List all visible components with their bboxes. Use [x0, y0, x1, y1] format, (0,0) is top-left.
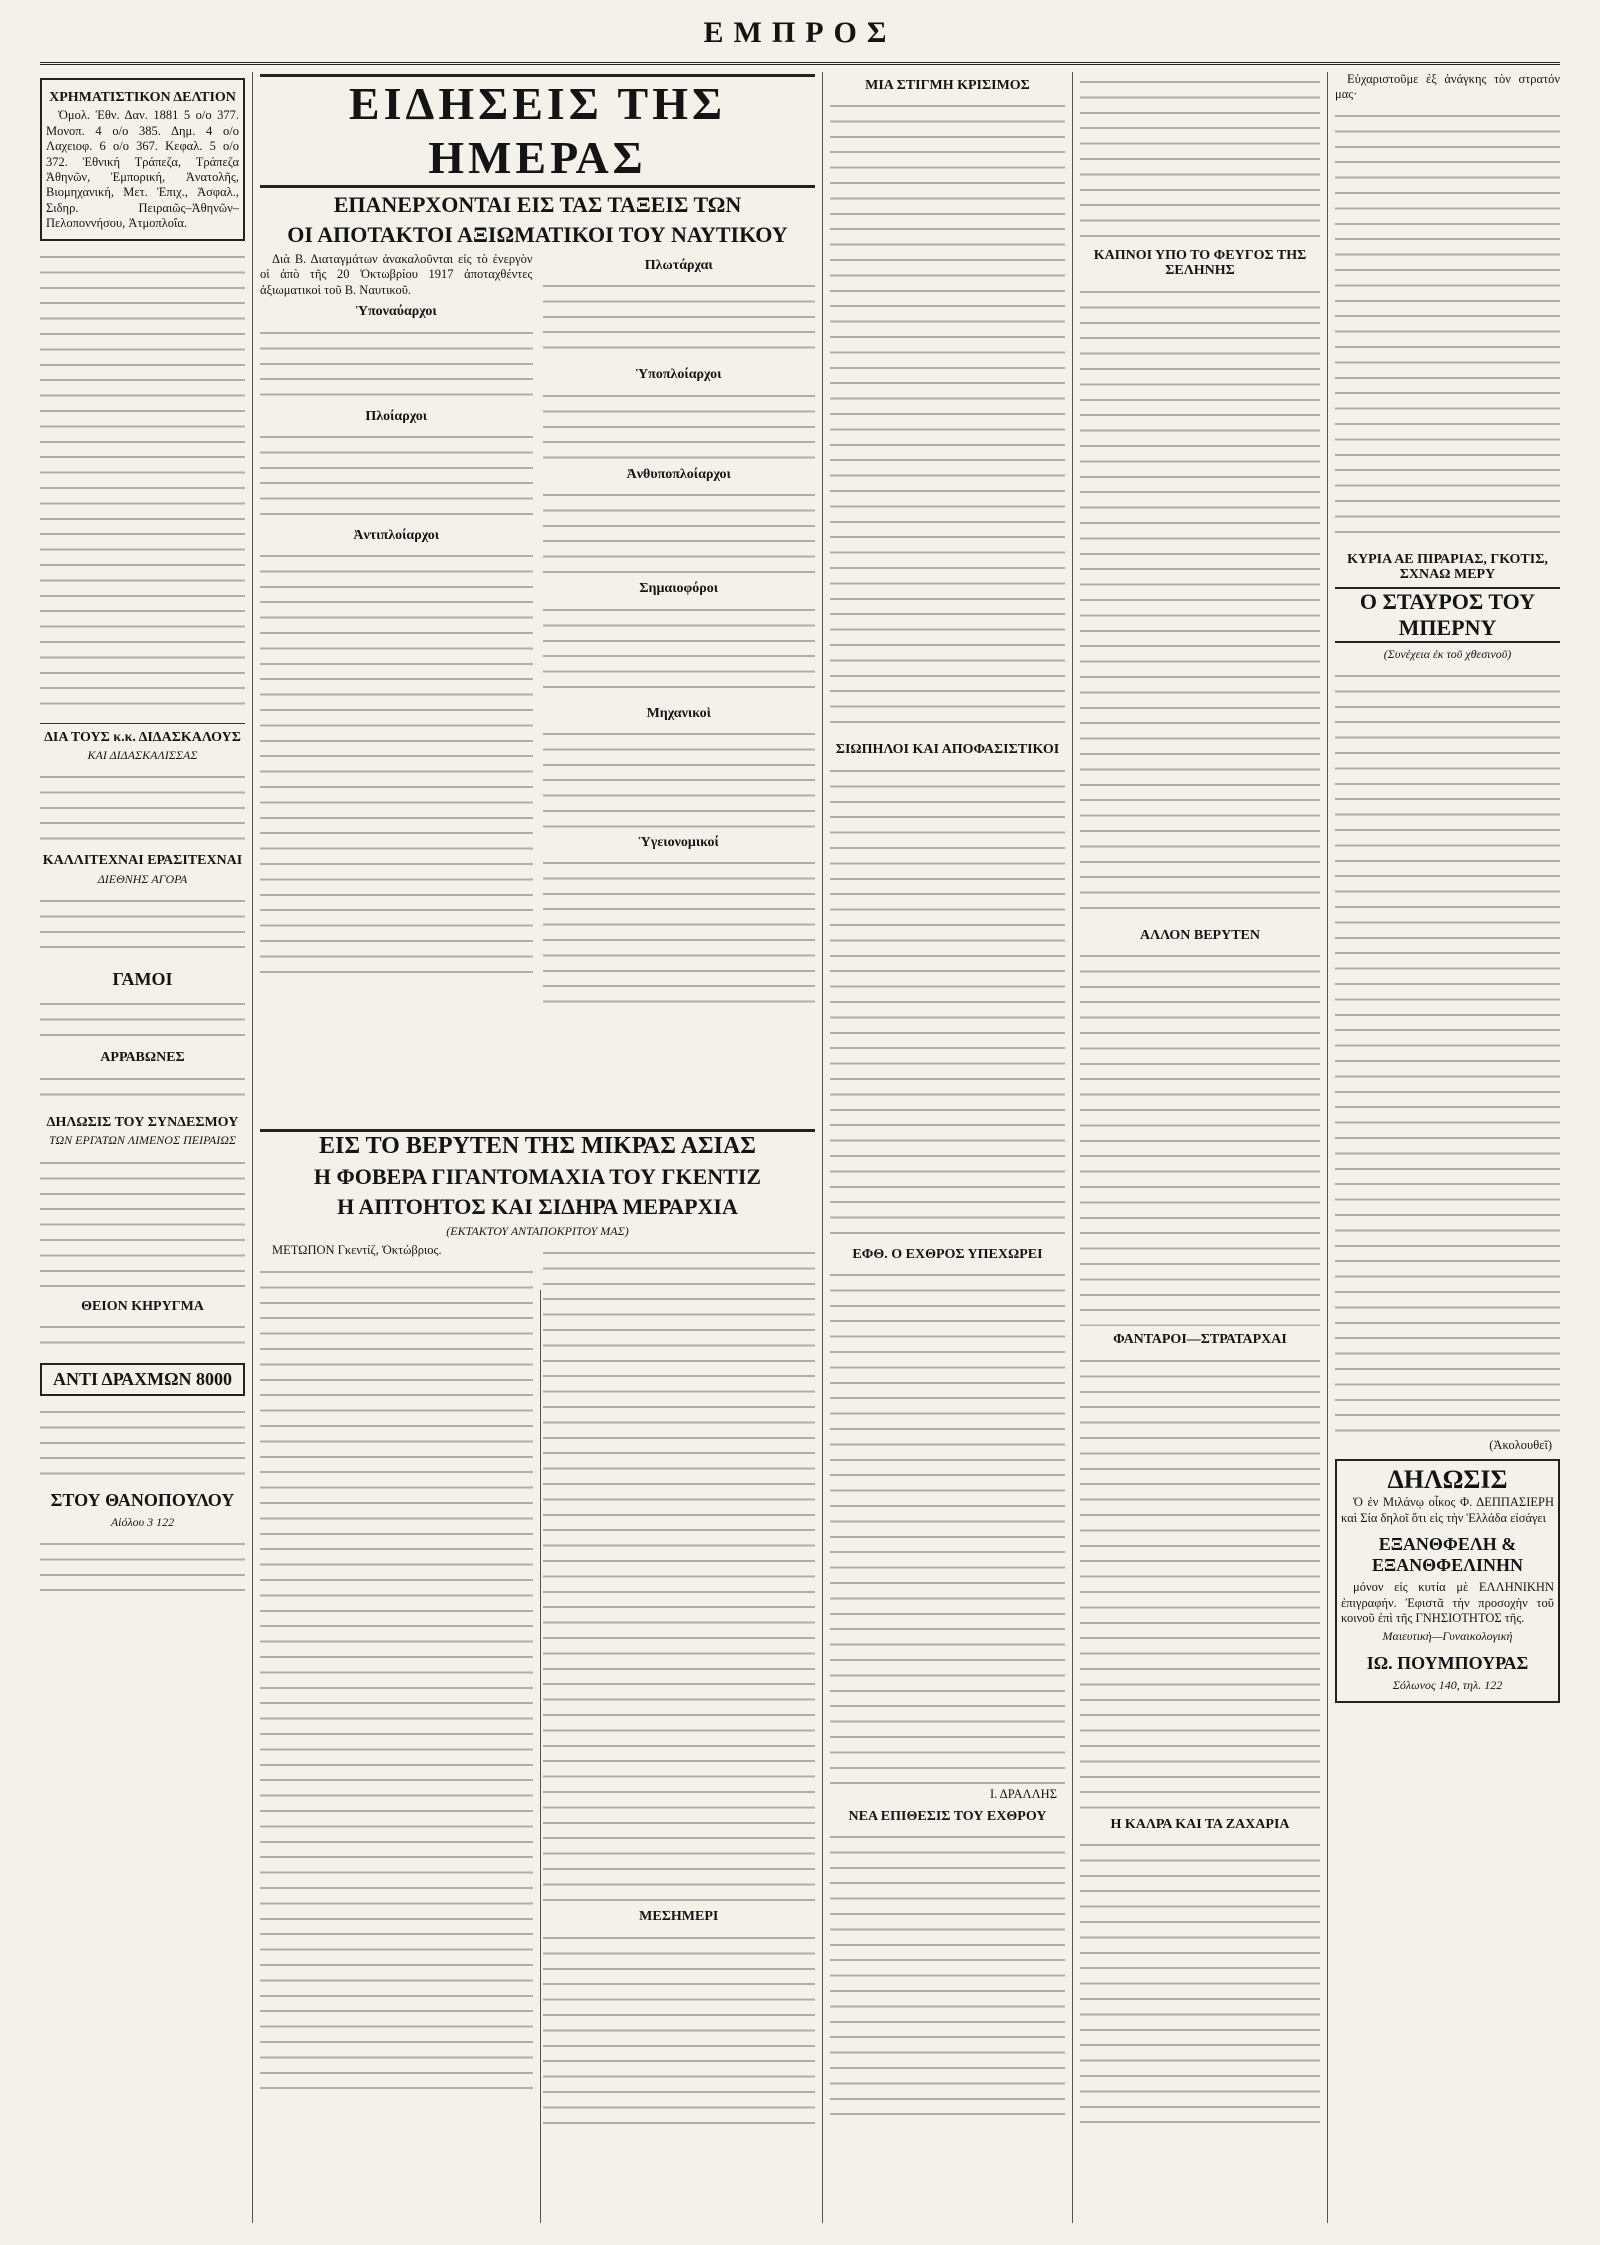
- illegible-text-lines: [1335, 106, 1560, 546]
- illegible-text-lines: [40, 994, 245, 1044]
- section-heading: ΑΡΡΑΒΩΝΕΣ: [100, 1050, 185, 1066]
- illegible-text-lines: [543, 600, 816, 700]
- illegible-text-lines: [260, 427, 533, 522]
- section-heading: ΚΑΛΛΙΤΕΧΝΑΙ ΕΡΑΣΙΤΕΧΝΑΙ: [42, 853, 243, 869]
- masthead: [40, 10, 1560, 65]
- illegible-text-lines: [40, 1402, 245, 1482]
- advert-text: μόνον εἰς κυτία μὲ ΕΛΛΗΝΙΚΗΝ ἐπιγραφήν. Ἐφιστᾶ τὴν προσοχὴν τοῦ κοινοῦ ἐπὶ τῆς ΓΝΗΣΙΟΤΗΤΟΣ τῆς.: [1341, 1580, 1554, 1626]
- advert-heading: ΣΤΟΥ ΘΑΝΟΠΟΥΛΟΥ: [50, 1489, 235, 1510]
- illegible-text-lines: [40, 247, 245, 717]
- illegible-text-lines: [543, 724, 816, 829]
- illegible-text-lines: [1080, 1351, 1320, 1811]
- article-title: ΚΥΡΙΑ ΑΕ ΠΙΡΑΡΙΑΣ, ΓΚΟΤΙΣ, ΣΧΝΑΩ ΜΕΡΥ: [1347, 551, 1548, 583]
- illegible-text-lines: [260, 546, 533, 986]
- rank-heading: Μηχανικοὶ: [646, 705, 711, 721]
- report-banner: ΕΙΣ ΤΟ ΒΕΡΥΤΕΝ ΤΗΣ ΜΙΚΡΑΣ ΑΣΙΑΣ: [260, 1129, 815, 1160]
- illegible-text-lines: [830, 761, 1065, 1241]
- advert-title: ΔΗΛΩΣΙΣ: [1387, 1465, 1508, 1495]
- market-bulletin: [40, 78, 245, 241]
- illegible-text-lines: [1080, 1835, 1320, 2135]
- advert-name: ΙΩ. ΠΟΥΜΠΟΥΡΑΣ: [1366, 1652, 1529, 1673]
- report-headline: Η ΦΟΒΕΡΑ ΓΙΓΑΝΤΟΜΑΧΙΑ ΤΟΥ ΓΚΕΝΤΙΖ: [313, 1164, 762, 1189]
- serial-subtitle: (Συνέχεια ἐκ τοῦ χθεσινοῦ): [1383, 646, 1512, 661]
- illegible-text-lines: [1335, 666, 1560, 1436]
- article-text-block: [40, 1402, 245, 1482]
- column-4: [1080, 72, 1320, 2223]
- column-3: [830, 72, 1065, 2223]
- illegible-text-lines: [543, 1243, 816, 1903]
- advert-lead: Ὁ ἐν Μιλάνῳ οἶκος Φ. ΔΕΠΠΑΣΙΕΡΗ καὶ Σία δηλοῖ ὅτι εἰς τὴν Ἑλλάδα εἰσάγει: [1341, 1495, 1554, 1525]
- column-2: [260, 72, 815, 1115]
- market-title: ΧΡΗΜΑΤΙΣΤΙΚΟΝ ΔΕΛΤΙΟΝ: [49, 90, 236, 105]
- article-title: Η ΚΑΛΡΑ ΚΑΙ ΤΑ ΖΑΧΑΡΙΑ: [1110, 1816, 1290, 1832]
- intro-text: Εὐχαριστοῦμε ἐξ ἀνάγκης τὸν στρατόν μας·: [1335, 72, 1560, 102]
- article-text-block: [40, 247, 245, 717]
- illegible-text-lines: [40, 767, 245, 847]
- serial-title: Ο ΣΤΑΥΡΟΣ ΤΟΥ ΜΠΕΡΝΥ: [1335, 587, 1560, 643]
- newspaper-name: ΕΜΠΡΟΣ: [703, 16, 897, 49]
- article-text-block: [40, 767, 245, 847]
- illegible-text-lines: [1080, 946, 1320, 1326]
- gediz-report: [260, 1125, 815, 2223]
- headline-secondary: ΟΙ ΑΠΟΤΑΚΤΟΙ ΑΞΙΩΜΑΤΙΚΟΙ ΤΟΥ ΝΑΥΤΙΚΟΥ: [287, 222, 788, 247]
- illegible-text-lines: [40, 1153, 245, 1293]
- illegible-text-lines: [830, 1265, 1065, 1785]
- rank-heading: Σημαιοφόροι: [639, 581, 719, 597]
- advert-subheading: Αἰόλου 3 122: [110, 1514, 175, 1529]
- illegible-text-lines: [40, 1534, 245, 1594]
- section-heading: ΔΗΛΩΣΙΣ ΤΟΥ ΣΥΝΔΕΣΜΟΥ: [46, 1114, 239, 1130]
- article-text-block: [40, 1153, 245, 1293]
- advert-heading: ΑΝΤΙ ΔΡΑΧΜΩΝ 8000: [40, 1363, 245, 1396]
- section-subheading: ΔΙΕΘΝΗΣ ΑΓΟΡΑ: [97, 871, 188, 886]
- market-text: Ὁμολ. Ἐθν. Δαν. 1881 5 ο/ο 377. Μονοπ. 4 ο/ο 385. Δημ. 4 ο/ο Λαχειοφ. 6 ο/ο 367. Κεφαλ. 5 ο/ο 372. Ἐθνική Τράπεζα, Τράπεζα Ἀθηνῶν, Ἐμπορική, Ἀνατολῆς, Βιομηχανική, Μετ. Ἐπιχ., Ἀσφαλ., Σιδηρ. Πειραιῶς–Ἀθηνῶν–Πελοποννήσου, Ἀτμοπλοΐα.: [46, 108, 239, 231]
- article-title: ΣΙΩΠΗΛΟΙ ΚΑΙ ΑΠΟΦΑΣΙΣΤΙΚΟΙ: [835, 742, 1060, 758]
- to-be-continued: (Ἀκολουθεῖ): [1489, 1438, 1552, 1453]
- rank-heading: Ὑγειονομικοί: [638, 835, 719, 851]
- section-heading: ΓΑΜΟΙ: [112, 969, 173, 990]
- illegible-text-lines: [1080, 282, 1320, 922]
- dateline: ΜΕΤΩΠΟΝ Γκεντίζ, Ὀκτώβριος.: [272, 1243, 442, 1258]
- section-subheading: ΚΑΙ ΔΙΔΑΣΚΑΛΙΣΣΑΣ: [87, 748, 198, 763]
- advert-address: Σόλωνος 140, τηλ. 122: [1392, 1677, 1503, 1692]
- article-title: ΕΦΘ. Ο ΕΧΘΡΟΣ ΥΠΕΧΩΡΕΙ: [852, 1246, 1043, 1262]
- rank-heading: Ὑποναύαρχοι: [355, 304, 437, 320]
- advert-product: ΕΞΑΝΘΦΕΛΗ & ΕΞΑΝΘΦΕΛΙΝΗΝ: [1371, 1534, 1524, 1576]
- illegible-text-lines: [543, 485, 816, 575]
- article-text-block: [40, 1069, 245, 1109]
- sub-heading: ΜΕΣΗΜΕΡΙ: [639, 1909, 719, 1925]
- correspondent-note: (ΕΚΤΑΚΤΟΥ ΑΝΤΑΠΟΚΡΙΤΟΥ ΜΑΣ): [446, 1224, 629, 1238]
- illegible-text-lines: [543, 276, 816, 361]
- illegible-text-lines: [543, 853, 816, 1003]
- headline: ΕΠΑΝΕΡΧΟΝΤΑΙ ΕΙΣ ΤΑΣ ΤΑΞΕΙΣ ΤΩΝ: [333, 192, 742, 217]
- section-heading: ΘΕΙΟΝ ΚΗΡΥΓΜΑ: [81, 1298, 204, 1314]
- illegible-text-lines: [830, 96, 1065, 736]
- article-text-block: [40, 994, 245, 1044]
- article-text-block: [40, 891, 245, 961]
- illegible-text-lines: [260, 323, 533, 403]
- column-5: [1335, 72, 1560, 2223]
- advertisement: [1335, 1459, 1560, 1703]
- rank-heading: Ὑποπλοίαρχοι: [636, 367, 722, 383]
- illegible-text-lines: [543, 1928, 816, 2128]
- rank-heading: Πλοίαρχοι: [365, 408, 428, 424]
- article-title: ΦΑΝΤΑΡΟΙ—ΣΤΡΑΤΑΡΧΑΙ: [1113, 1332, 1287, 1348]
- article-title: ΝΕΑ ΕΠΙΘΕΣΙΣ ΤΟΥ ΕΧΘΡΟΥ: [848, 1808, 1047, 1824]
- news-of-day-heading: ΕΙΔΗΣΕΙΣ ΤΗΣ ΗΜΕΡΑΣ: [260, 74, 815, 188]
- illegible-text-lines: [40, 1317, 245, 1357]
- section-heading: ΔΙΑ ΤΟΥΣ κ.κ. ΔΙΔΑΣΚΑΛΟΥΣ: [44, 729, 241, 745]
- article-text-block: [40, 1317, 245, 1357]
- illegible-text-lines: [40, 1069, 245, 1109]
- rank-heading: Ἀντιπλοίαρχοι: [353, 528, 440, 544]
- rank-heading: Πλωτάρχαι: [644, 258, 713, 273]
- article-title: ΑΛΛΟΝ ΒΕΡΥΤΕΝ: [1140, 927, 1260, 943]
- illegible-text-lines: [260, 1262, 533, 2092]
- report-headline-secondary: Η ΑΠΤΟΗΤΟΣ ΚΑΙ ΣΙΔΗΡΑ ΜΕΡΑΡΧΙΑ: [337, 1194, 738, 1219]
- article-text-block: [40, 1534, 245, 1594]
- illegible-text-lines: [40, 891, 245, 961]
- rank-heading: Ἀνθυποπλοίαρχοι: [626, 466, 731, 482]
- illegible-text-lines: [1080, 72, 1320, 242]
- illegible-text-lines: [830, 1827, 1065, 2127]
- signature: Ι. ΔΡΑΛΛΗΣ: [989, 1787, 1057, 1802]
- section-subheading: ΤΩΝ ΕΡΓΑΤΩΝ ΛΙΜΕΝΟΣ ΠΕΙΡΑΙΩΣ: [48, 1133, 237, 1148]
- illegible-text-lines: [543, 386, 816, 461]
- advert-footer: Μαιευτικὴ—Γυναικολογική: [1382, 1629, 1513, 1644]
- column-1: [40, 72, 245, 2223]
- lead-paragraph: Διὰ Β. Διαταγμάτων ἀνακαλοῦνται εἰς τὸ ἐνεργὸν οἱ ἀπὸ τῆς 20 Ὀκτωβρίου 1917 ἀποταχθέντες ἀξιωματικοὶ τοῦ Β. Ναυτικοῦ.: [260, 252, 533, 297]
- article-title: ΜΙΑ ΣΤΙΓΜΗ ΚΡΙΣΙΜΟΣ: [865, 78, 1030, 93]
- article-title: ΚΑΠΝΟΙ ΥΠΟ ΤΟ ΦΕΥΓΟΣ ΤΗΣ ΣΕΛΗΝΗΣ: [1093, 248, 1307, 279]
